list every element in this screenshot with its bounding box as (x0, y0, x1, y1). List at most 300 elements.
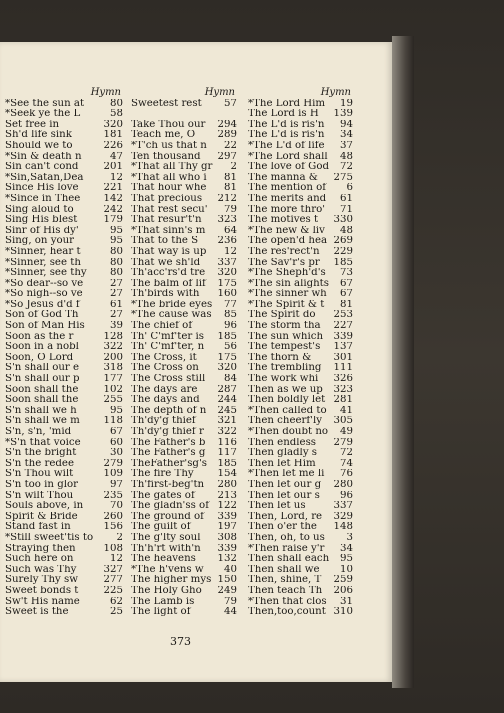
index-entry (248, 385, 353, 396)
index-entry (248, 607, 353, 618)
first-line-text: *Sinner, see th (5, 257, 81, 268)
hymn-number: 318 (103, 363, 123, 374)
first-line-text: The thorn & (248, 352, 312, 363)
index-entry (248, 141, 353, 152)
first-line-text: Soon in a nobl (5, 342, 79, 353)
index-entry (5, 469, 123, 480)
first-line-text: Souls above, in (5, 501, 84, 512)
first-line-text: S'n shall our p (5, 374, 80, 385)
first-line-text: The balm of lif (131, 278, 206, 289)
hymn-number: 48 (340, 225, 353, 236)
index-entry (248, 215, 353, 226)
hymn-number: 73 (340, 268, 353, 279)
first-line-text: Then, oh, to us (248, 532, 325, 543)
book-cover-edge (392, 36, 414, 688)
hymn-number: 279 (333, 437, 353, 448)
hymn-number: 323 (333, 384, 353, 395)
index-entry (5, 586, 123, 597)
hymn-number: 3 (346, 532, 353, 543)
index-entry (131, 512, 237, 523)
hymn-number: 225 (103, 585, 123, 596)
index-entry (5, 247, 123, 258)
hymn-number: 77 (224, 299, 237, 310)
first-line-text: Set free in (5, 119, 60, 130)
index-entry (248, 522, 353, 533)
index-entry (5, 533, 123, 544)
hymn-number: 242 (103, 204, 123, 215)
index-entry (131, 554, 237, 565)
hymn-number: 27 (110, 278, 123, 289)
first-line-text: That we sh'ld (131, 257, 201, 268)
first-line-text: *See the sun at (5, 98, 85, 109)
hymn-number: 109 (103, 469, 123, 480)
index-entry (248, 438, 353, 449)
hymn-number: 229 (333, 246, 353, 257)
first-line-text: The chief of (131, 321, 193, 332)
index-entry (131, 353, 237, 364)
index-entry (131, 332, 237, 343)
index-entry (248, 374, 353, 385)
hymn-number: 200 (103, 352, 123, 363)
first-line-text: *Then called to (248, 405, 327, 416)
first-line-text: *Sin,Satan,Dea (5, 172, 84, 183)
first-line-text: *The bride eyes (131, 299, 213, 310)
hymn-number: 185 (333, 257, 353, 268)
index-entry (5, 289, 123, 300)
index-entry (131, 533, 237, 544)
index-entry (5, 310, 123, 321)
hymn-number: 71 (340, 204, 353, 215)
index-entry (248, 279, 353, 290)
hymn-number: 132 (217, 554, 237, 565)
index-entry (5, 501, 123, 512)
first-line-text: The Cross, it (131, 352, 197, 363)
first-line-text: *S'n that voice (5, 437, 81, 448)
first-line-text: The gladn'ss of (131, 501, 209, 512)
index-entry (5, 152, 123, 163)
hymn-number: 10 (340, 564, 353, 575)
first-line-text: The manna & (248, 172, 318, 183)
first-line-text: The L'd is ris'n (248, 130, 325, 141)
first-line-text: The fire Thy (131, 469, 194, 480)
index-entry (131, 522, 237, 533)
index-entry (248, 173, 353, 184)
hymn-number: 41 (340, 405, 353, 416)
first-line-text: That resur't'n (131, 215, 202, 226)
hymn-number: 154 (217, 469, 237, 480)
first-line-text: Then let us (248, 501, 306, 512)
index-entry (5, 522, 123, 533)
hymn-number: 305 (333, 416, 353, 427)
first-line-text: Sin can't cond (5, 162, 79, 173)
hymn-number: 47 (110, 151, 123, 162)
index-entry (5, 374, 123, 385)
hymn-number: 12 (224, 246, 237, 257)
first-line-text: The gates of (131, 490, 195, 501)
index-entry (5, 268, 123, 279)
hymn-number: 275 (333, 172, 353, 183)
index-entry (5, 448, 123, 459)
hymn-number: 62 (110, 596, 123, 607)
hymn-number: 30 (110, 448, 123, 459)
hymn-number: 72 (340, 162, 353, 173)
hymn-number: 156 (103, 522, 123, 533)
hymn-number: 116 (217, 437, 237, 448)
first-line-text: The tempest's (248, 342, 321, 353)
index-entry (131, 406, 237, 417)
index-entry (5, 565, 123, 576)
hymn-number: 80 (110, 98, 123, 109)
first-line-text: *The sinner wh (248, 289, 327, 300)
index-entry (248, 120, 353, 131)
hymn-number: 94 (340, 119, 353, 130)
index-entry (248, 205, 353, 216)
first-line-text: *Sinner, hear t (5, 246, 81, 257)
first-line-text: The L'd is ris'n (248, 119, 325, 130)
index-entry (5, 438, 123, 449)
hymn-number: 177 (103, 374, 123, 385)
index-entry (131, 130, 237, 141)
first-line-text: Son of Man His (5, 321, 85, 332)
index-entry (131, 226, 237, 237)
index-entry (5, 480, 123, 491)
first-line-text: The Father's g (131, 448, 206, 459)
hymn-number: 34 (340, 543, 353, 554)
hymn-number: 79 (224, 204, 237, 215)
index-entry (131, 575, 237, 586)
index-entry (131, 395, 237, 406)
hymn-number: 221 (103, 183, 123, 194)
first-line-text: Then cheerf'ly (248, 416, 322, 427)
index-entry (131, 491, 237, 502)
hymn-number: 244 (217, 395, 237, 406)
hymn-number: 280 (333, 479, 353, 490)
first-line-text: The depth of n (131, 405, 207, 416)
index-entry (248, 459, 353, 470)
first-line-text: The merits and (248, 193, 327, 204)
hymn-number: 227 (333, 321, 353, 332)
index-entry (248, 480, 353, 491)
first-line-text: *That all who i (131, 172, 207, 183)
hymn-number: 197 (217, 522, 237, 533)
index-entry (248, 236, 353, 247)
first-line-text: Th'h'rt with'n (131, 543, 201, 554)
first-line-text: *The Lord Him (248, 98, 326, 109)
index-entry (131, 438, 237, 449)
index-entry (248, 332, 353, 343)
hymn-number: 279 (103, 458, 123, 469)
first-line-text: The ground of (131, 511, 204, 522)
first-line-text: Then shall each (248, 554, 330, 565)
hymn-number: 213 (217, 490, 237, 501)
first-line-text: Then gladly s (248, 448, 318, 459)
hymn-number: 49 (340, 427, 353, 437)
first-line-text: Th'dy'g thief (131, 416, 196, 427)
first-line-text: Such here on (5, 554, 74, 565)
first-line-text: Soon shall the (5, 395, 79, 406)
first-line-text: *Seek ye the L (5, 109, 81, 120)
first-line-text: Soon as the r (5, 331, 74, 342)
hymn-number: 201 (103, 162, 123, 173)
first-line-text: *Then raise y'r (248, 543, 325, 554)
first-line-text: Then teach Th (248, 585, 323, 596)
first-line-text: *The cause was (131, 310, 212, 321)
index-entry (248, 363, 353, 374)
first-line-text: *Sinner, see thy (5, 268, 87, 279)
hymn-number: 60 (110, 437, 123, 448)
first-line-text: *So Jesus d'd f (5, 299, 80, 310)
index-entry (5, 279, 123, 290)
first-line-text: Th'dy'g thief r (131, 427, 204, 437)
hymn-number: 37 (340, 140, 353, 151)
first-line-text: Th'birds with (131, 289, 200, 300)
first-line-text: *Still sweet'tis to (5, 532, 94, 543)
first-line-text: *The Lord shall (248, 151, 328, 162)
first-line-text: *The sin alights (248, 278, 329, 289)
hymn-number: 80 (110, 257, 123, 268)
hymn-number: 326 (333, 374, 353, 385)
hymn-number: 339 (217, 511, 237, 522)
index-entry (131, 342, 237, 353)
first-line-text: The storm tha (248, 321, 321, 332)
hymn-number: 39 (110, 321, 123, 332)
index-entry (5, 332, 123, 343)
index-entry (248, 258, 353, 269)
first-line-text: The Sav'r's pr (248, 257, 320, 268)
index-entry (248, 533, 353, 544)
index-entry (5, 512, 123, 523)
book-page (0, 42, 392, 682)
hymn-number: 322 (103, 342, 123, 353)
first-line-text: Spirit & Bride (5, 511, 78, 522)
first-line-text: *The L'd of life (248, 140, 325, 151)
first-line-text: Teach me, O (131, 130, 196, 141)
first-line-text: Soon, O Lord (5, 352, 74, 363)
hymn-number: 269 (333, 236, 353, 247)
first-line-text: Sweet bonds t (5, 585, 79, 596)
first-line-text: The Holy Gho (131, 585, 202, 596)
first-line-text: Sw't His name (5, 596, 80, 607)
first-line-text: The trembling (248, 363, 322, 374)
hymn-number: 96 (224, 321, 237, 332)
hymn-number: 81 (340, 299, 353, 310)
index-entry (248, 554, 353, 565)
index-entry (248, 226, 353, 237)
index-entry (131, 215, 237, 226)
hymn-number: 61 (110, 299, 123, 310)
column-header: Hymn (90, 87, 121, 98)
first-line-text: The res'rect'n (248, 246, 320, 257)
index-entry (5, 130, 123, 141)
hymn-number: 84 (224, 374, 237, 385)
hymn-number: 323 (217, 215, 237, 226)
hymn-number: 301 (333, 352, 353, 363)
hymn-number: 142 (103, 193, 123, 204)
index-entry (248, 597, 353, 608)
hymn-number: 308 (217, 532, 237, 543)
first-line-text: Sweetest rest (131, 98, 202, 109)
index-entry (5, 385, 123, 396)
first-line-text: *The h'vens w (131, 564, 204, 575)
first-line-text: Then as we up (248, 384, 323, 395)
first-line-text: Then, shine, T (248, 575, 322, 586)
first-line-text: *Since in Thee (5, 193, 81, 204)
hymn-number: 329 (333, 511, 353, 522)
index-entry (5, 342, 123, 353)
index-entry (5, 427, 123, 438)
index-entry (131, 279, 237, 290)
index-entry (248, 469, 353, 480)
hymn-number: 212 (217, 193, 237, 204)
index-entry (131, 607, 237, 618)
first-line-text: Then endless (248, 437, 317, 448)
hymn-number: 175 (217, 278, 237, 289)
index-entry (248, 342, 353, 353)
hymn-number: 226 (103, 140, 123, 151)
index-entry (5, 215, 123, 226)
index-entry (5, 183, 123, 194)
hymn-number: 117 (217, 448, 237, 459)
hymn-number: 339 (333, 331, 353, 342)
hymn-number: 253 (333, 310, 353, 321)
hymn-number: 280 (217, 479, 237, 490)
first-line-text: The heavens (131, 554, 196, 565)
hymn-number: 249 (217, 585, 237, 596)
column-header: Hymn (320, 87, 351, 98)
hymn-number: 31 (340, 596, 353, 607)
index-column-1 (5, 88, 123, 618)
first-line-text: Th'acc'rs'd tre (131, 268, 206, 279)
page-number: 373 (170, 635, 191, 648)
first-line-text: S'n the bright (5, 448, 77, 459)
hymn-number: 80 (110, 268, 123, 279)
index-entry (5, 162, 123, 173)
index-entry (5, 395, 123, 406)
index-entry (131, 310, 237, 321)
first-line-text: *That all Thy gr (131, 162, 213, 173)
first-line-text: S'n the redee (5, 458, 74, 469)
hymn-number: 95 (340, 554, 353, 565)
first-line-text: The days and (131, 395, 200, 406)
hymn-number: 12 (110, 172, 123, 183)
index-entry (248, 353, 353, 364)
first-line-text: The motives t (248, 215, 319, 226)
first-line-text: Soon shall the (5, 384, 79, 395)
hymn-number: 297 (217, 151, 237, 162)
hymn-number: 339 (217, 543, 237, 554)
index-entry (131, 374, 237, 385)
first-line-text: Surely Thy sw (5, 575, 78, 586)
index-entry (248, 575, 353, 586)
first-line-text: *The new & liv (248, 225, 325, 236)
index-entry (248, 130, 353, 141)
index-entry (5, 300, 123, 311)
first-line-text: That rest secu' (131, 204, 208, 215)
hymn-number: 70 (110, 501, 123, 512)
hymn-number: 185 (217, 331, 237, 342)
index-entry (248, 183, 353, 194)
index-entry (131, 183, 237, 194)
first-line-text: The sun which (248, 331, 324, 342)
index-entry (131, 109, 237, 120)
first-line-text: Th' C'mf'ter, n (131, 342, 205, 353)
index-entry (248, 99, 353, 110)
first-line-text: Then let Him (248, 458, 316, 469)
index-entry (131, 480, 237, 491)
hymn-number: 19 (340, 98, 353, 109)
hymn-number: 95 (110, 236, 123, 247)
first-line-text: Then shall we (248, 564, 320, 575)
index-entry (248, 586, 353, 597)
first-line-text: Sh'd life sink (5, 130, 72, 141)
hymn-number (235, 109, 237, 120)
hymn-number: 118 (103, 416, 123, 427)
hymn-number: 322 (217, 427, 237, 437)
index-entry (248, 247, 353, 258)
index-entry (248, 448, 353, 459)
hymn-number: 287 (217, 384, 237, 395)
first-line-text: Sweet is the (5, 607, 69, 618)
index-entry (5, 205, 123, 216)
index-entry (248, 310, 353, 321)
hymn-number: 6 (346, 183, 353, 194)
first-line-text: *The Sheph'd's (248, 268, 326, 279)
index-entry (131, 141, 237, 152)
first-line-text: Th' C'mf'ter is (131, 331, 204, 342)
hymn-number: 74 (340, 458, 353, 469)
hymn-number: 337 (217, 257, 237, 268)
index-entry (131, 247, 237, 258)
index-entry (5, 109, 123, 120)
index-entry (5, 173, 123, 184)
first-line-text: S'n shall we m (5, 416, 80, 427)
index-entry (131, 120, 237, 131)
index-entry (248, 427, 353, 438)
first-line-text: Take Thou our (131, 119, 206, 130)
hymn-number: 108 (103, 543, 123, 554)
index-entry (5, 258, 123, 269)
first-line-text: Then o'er the (248, 522, 317, 533)
first-line-text: Then let our s (248, 490, 320, 501)
index-entry (248, 544, 353, 555)
first-line-text: The love of God (248, 162, 329, 173)
hymn-number: 260 (103, 511, 123, 522)
hymn-number: 320 (217, 363, 237, 374)
index-entry (5, 226, 123, 237)
first-line-text: That hour whe (131, 183, 207, 194)
first-line-text: Then let our g (248, 479, 322, 490)
hymn-number: 277 (103, 575, 123, 586)
first-line-text: The Cross still (131, 374, 206, 385)
hymn-number: 148 (333, 522, 353, 533)
hymn-number: 289 (217, 130, 237, 141)
hymn-number: 139 (333, 109, 353, 120)
index-entry (5, 491, 123, 502)
hymn-number: 81 (224, 172, 237, 183)
hymn-number: 175 (217, 352, 237, 363)
hymn-number: 206 (333, 585, 353, 596)
index-entry (131, 416, 237, 427)
first-line-text: Should we to (5, 140, 73, 151)
hymn-number: 61 (340, 193, 353, 204)
first-line-text: Ten thousand (131, 151, 201, 162)
first-line-text: Then, Lord, re (248, 511, 323, 522)
hymn-number: 27 (110, 310, 123, 321)
hymn-number: 102 (103, 384, 123, 395)
hymn-number: 320 (103, 119, 123, 130)
first-line-text: The Cross on (131, 363, 199, 374)
column-header: Hymn (204, 87, 235, 98)
